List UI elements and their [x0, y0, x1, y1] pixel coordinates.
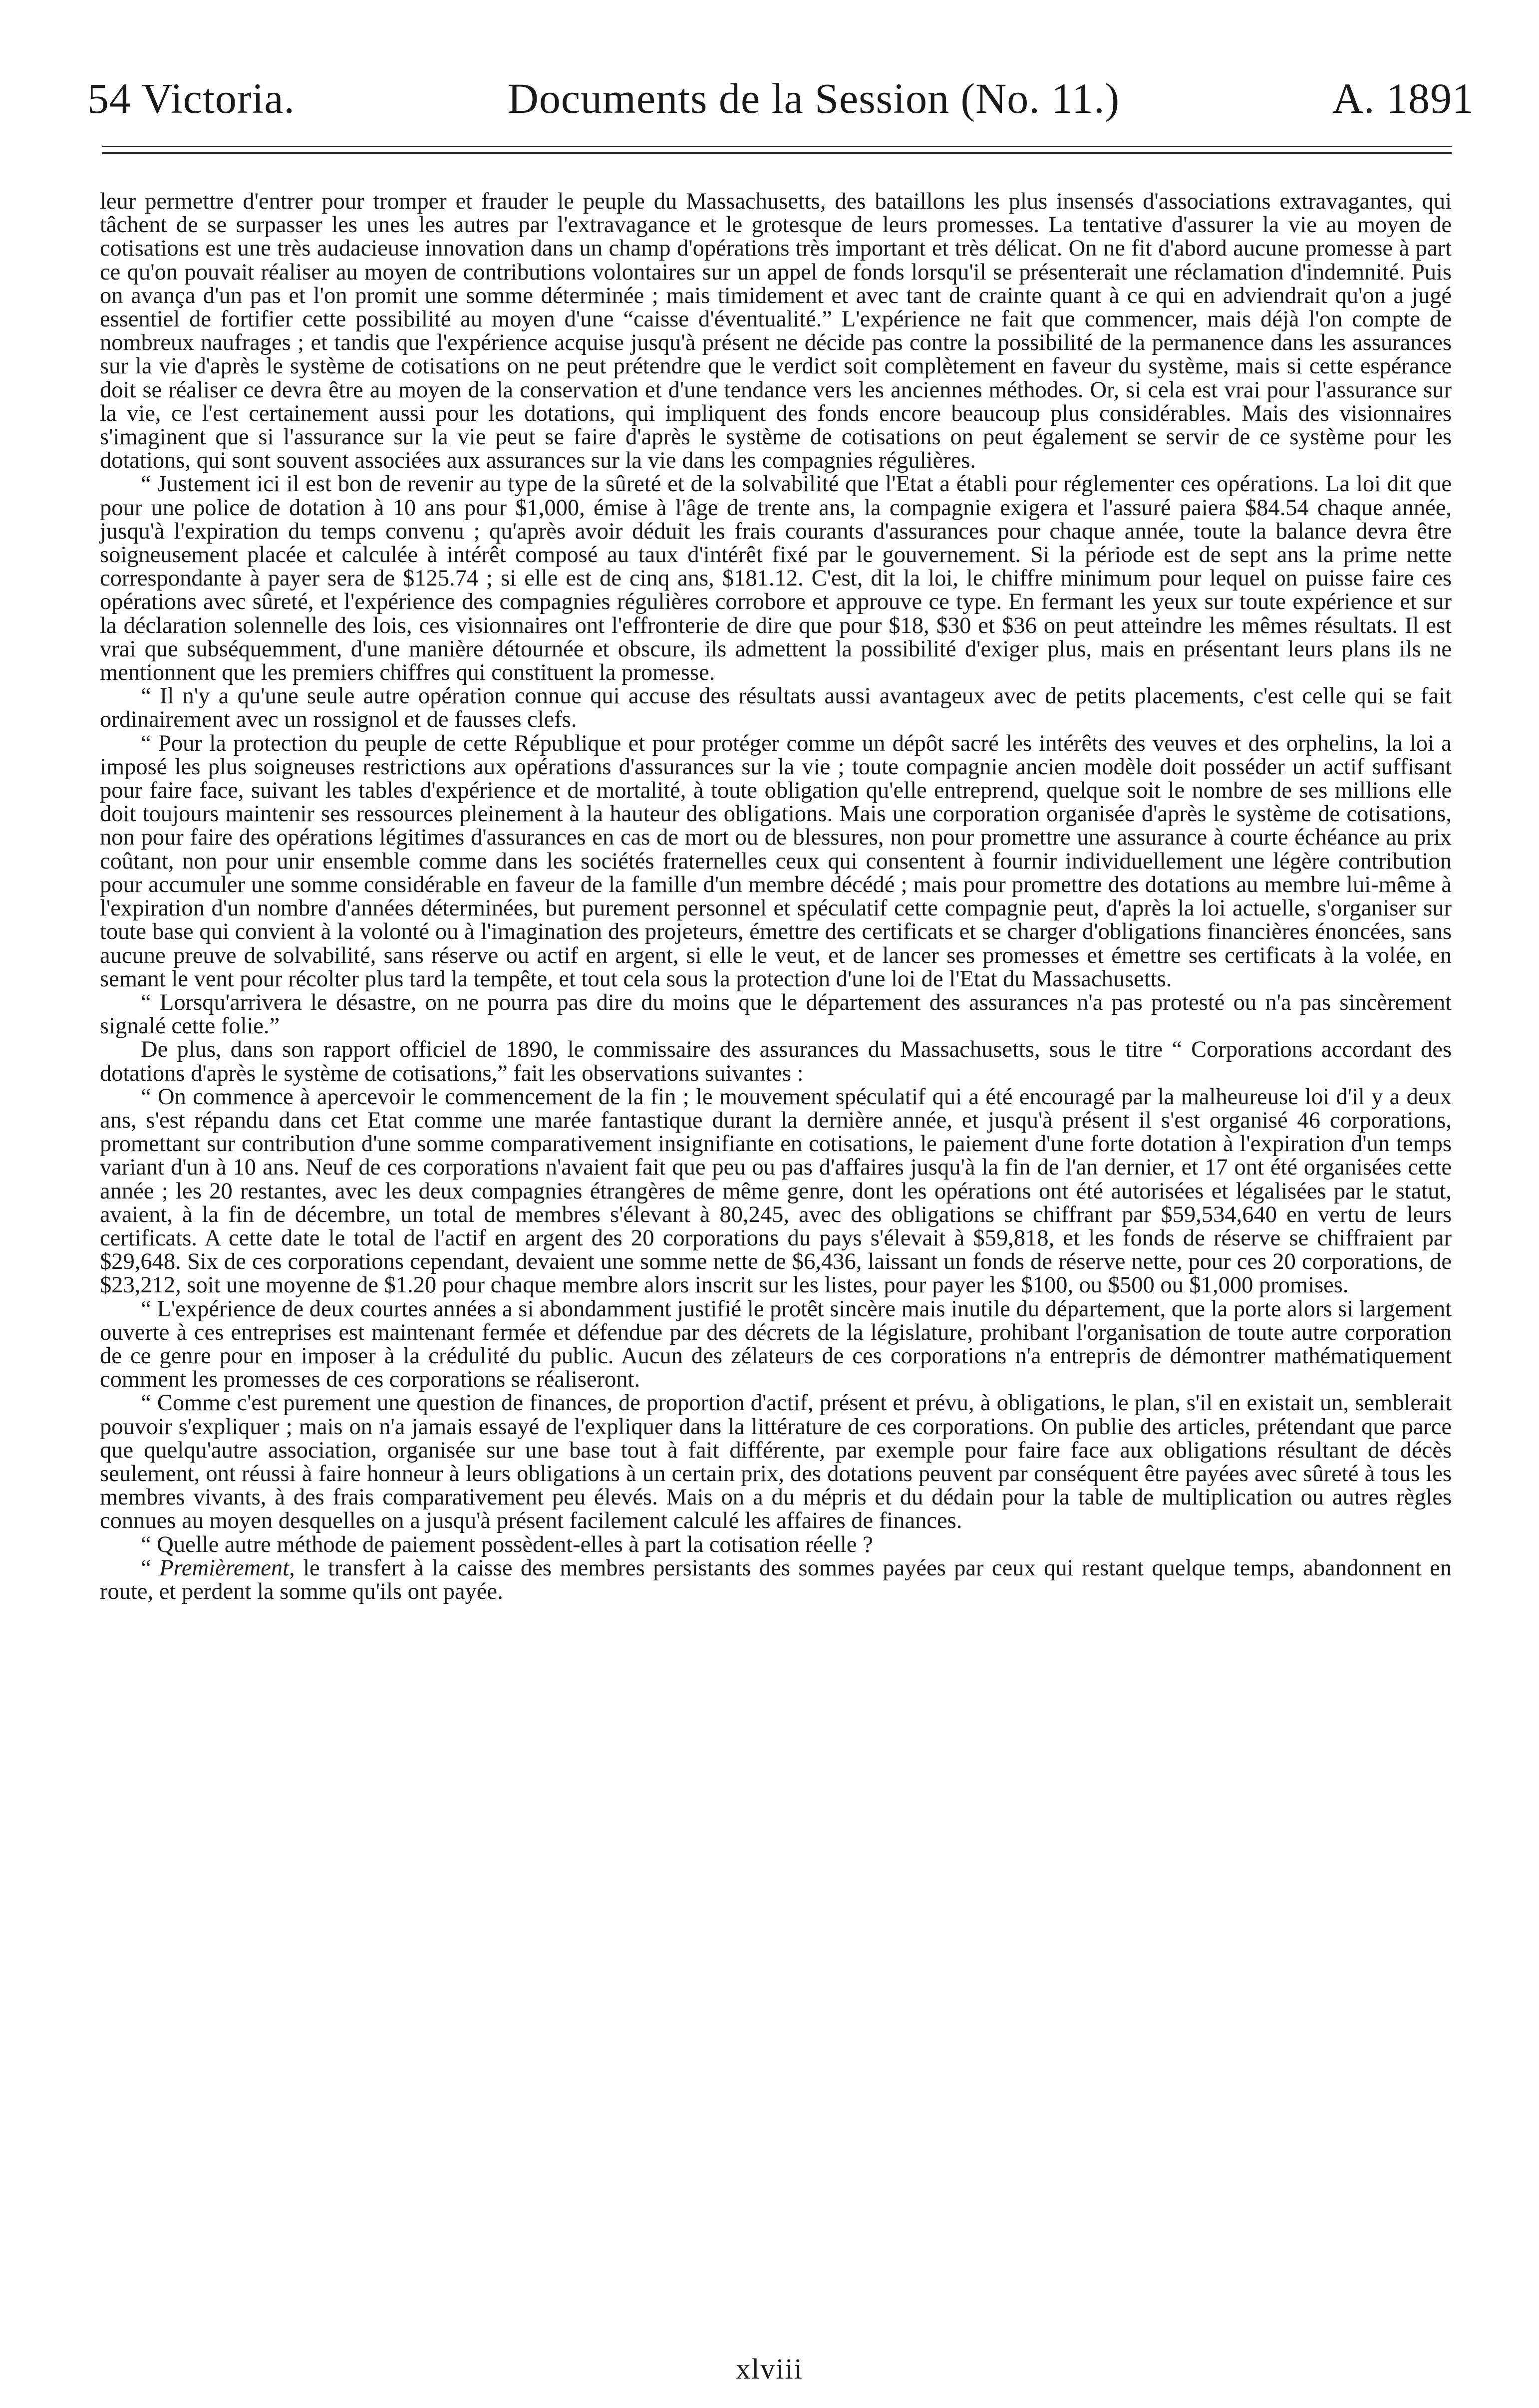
page-number: xlviii: [736, 2353, 803, 2385]
header-title: Documents de la Session (No. 11.): [507, 74, 1120, 122]
paragraph: “ Justement ici il est bon de revenir au type de la sûreté et de la solvabilité que l'Etat a établi pour réglementer ces opérations. La loi dit que pour une police de dotation à 10 ans pour $1,000, émise à l'âge de trente ans, la compagnie exigera et l'assuré paiera $84.54 chaque année, jusqu'à l'expiration du temps convenu ; qu'après avoir déduit les frais courants d'assurances pour chaque année, toute la balance devra être soigneusement placée et calculée à intérêt composé au taux d'intérêt fixé par le gouvernement. Si la période est de sept ans la prime nette correspondante à payer sera de $125.74 ; si elle est de cinq ans, $181.12. C'est, dit la loi, le chiffre minimum pour lequel on puisse faire ces opérations avec sûreté, et l'expérience des compagnies régulières corrobore et approuve ce type. En fermant les yeux sur toute expérience et sur la déclaration solennelle des lois, ces visionnaires ont l'effronterie de dire que pour $18, $30 et $36 on peut atteindre les mêmes résultats. Il est vrai que subséquemment, d'une manière détournée et obscure, ils admettent la possibilité d'exiger plus, mais en présentant leurs plans ils ne mentionnent que les premiers chiffres qui constituent la promesse.: [100, 471, 1452, 686]
header-rule-thin: [102, 146, 1452, 147]
paragraph-last: [100, 1556, 1452, 1603]
paragraph: leur permettre d'entrer pour tromper et frauder le peuple du Massachusetts, des bataillons les plus insensés d'associations extravagantes, qui tâchent de se surpasser les unes les autres par l'extravagance et le grotesque de leurs promesses. La tentative d'assurer la vie au moyen de cotisations est une très audacieuse innovation dans un champ d'opérations très important et très délicat. On ne fit d'abord aucune promesse à part ce qu'on pouvait réaliser au moyen de contributions volontaires sur un appel de fonds lorsqu'il se présenterait une réclamation d'indemnité. Puis on avança d'un pas et l'on promit une somme déterminée ; mais timidement et avec tant de crainte quant à ce qui en adviendrait qu'on a jugé essentiel de fortifier cette possibilité au moyen d'une “caisse d'éventualité.” L'expérience ne fait que commencer, mais déjà l'on compte de nombreux naufrages ; et tandis que l'expérience acquise jusqu'à présent ne décide pas contre la possibilité de la permanence dans les assurances sur la vie d'après le système de cotisations on ne peut prétendre que le verdict soit complètement en faveur du système, mais si cette espérance doit se réaliser ce devra être au moyen de la conservation et d'une tendance vers les anciennes méthodes. Or, si cela est vrai pour l'assurance sur la vie, ce l'est certainement aussi pour les dotations, qui impliquent des fonds encore beaucoup plus considérables. Mais des visionnaires s'imaginent que si l'assurance sur la vie peut se faire d'après le système de cotisations on peut également se servir de ce système pour les dotations, qui sont souvent associées aux assurances sur la vie dans les compagnies régulières.: [100, 189, 1452, 474]
open-quote: “: [141, 1555, 160, 1581]
paragraph: “ Pour la protection du peuple de cette République et pour protéger comme un dépôt sacré les intérêts des veuves et des orphelins, la loi a imposé les plus soigneuses restrictions aux opérations d'assurances sur la vie ; toute compagnie ancien modèle doit posséder un actif suffisant pour faire face, suivant les tables d'expérience et de mortalité, à toute obligation qu'elle entreprend, quelque soit le nombre de ses millions elle doit toujours maintenir ses ressources pleinement à la hauteur des obligations. Mais une corporation organisée d'après le système de cotisations, non pour faire des opérations légitimes d'assurances en cas de mort ou de blessures, non pour promettre une assurance à courte échéance au prix coûtant, non pour unir ensemble comme dans les sociétés fraternelles ceux qui consentent à fournir individuellement une légère contribution pour accumuler une somme considérable en faveur de la famille d'un membre décédé ; mais pour promettre des dotations au membre lui-même à l'expiration d'un nombre d'années déterminées, but purement personnel et spéculatif cette compagnie peut, d'après la loi actuelle, s'organiser sur toute base qui convient à la volonté ou à l'imagination des projeteurs, émettre des certificats et se charger d'obligations financières énoncées, sans aucune preuve de solvabilité, sans réserve ou actif en argent, si elle le veut, et de lancer ses promesses et émettre ses certificats à la volée, en semant le vent pour récolter plus tard la tempête, et tout cela sous la protection d'une loi de l'Etat du Massachusetts.: [100, 730, 1452, 992]
header-rule-thick: [102, 152, 1452, 154]
paragraph: “ Quelle autre méthode de paiement possèdent-elles à part la cotisation réelle ?: [141, 1531, 873, 1557]
paragraph: “ L'expérience de deux courtes années a si abondamment justifié le protêt sincère mais inutile du département, que la porte alors si largement ouverte à ces entreprises est maintenant fermée et défendue par des décrets de la législature, prohibant l'organisation de toute autre corporation de ce genre pour en imposer à la crédulité du public. Aucun des zélateurs de ces corporations n'a entrepris de démontrer mathématiquement comment les promesses de ces corporations se réaliseront.: [100, 1296, 1452, 1393]
body-text: [100, 190, 1452, 1603]
paragraph: De plus, dans son rapport officiel de 1890, le commissaire des assurances du Massachusetts, sous le titre “ Corporations accordant des dotations d'après le système de cotisations,” fait les observations suivantes :: [100, 1037, 1452, 1086]
paragraph: “ Il n'y a qu'une seule autre opération connue qui accuse des résultats aussi avantageux avec de petits placements, c'est celle qui se fait ordinairement avec un rossignol et de fausses clefs.: [100, 683, 1452, 733]
emphasis-word: Premièrement,: [159, 1555, 295, 1581]
running-header: [87, 60, 1474, 120]
paragraph: “ Lorsqu'arrivera le désastre, on ne pourra pas dire du moins que le département des assurances n'a pas protesté ou n'a pas sincèrement signalé cette folie.”: [100, 989, 1452, 1039]
paragraph-rest: le transfert à la caisse des membres persistants des sommes payées par ceux qui restant quelque temps, abandonnent en route, et perdent la somme qu'ils ont payée.: [100, 1555, 1452, 1604]
paragraph: “ On commence à apercevoir le commencement de la fin ; le mouvement spéculatif qui a été encouragé par la malheureuse loi d'il y a deux ans, s'est répandu dans cet Etat comme une marée fantastique durant la dernière année, et jusqu'à présent il s'est organisé 46 corporations, promettant sur contribution d'une somme comparativement insignifiante en cotisations, le paiement d'une forte dotation à l'expiration d'un temps variant d'un à 10 ans. Neuf de ces corporations n'avaient fait que peu ou pas d'affaires jusqu'à la fin de l'an dernier, et 17 ont été organisées cette année ; les 20 restantes, avec les deux compagnies étrangères de même genre, dont les opérations ont été autorisées et légalisées par le statut, avaient, à la fin de décembre, un total de membres s'élevant à 80,245, avec des obligations se chiffrant par $59,534,640 en vertu de leurs certificats. A cette date le total de l'actif en argent des 20 corporations du pays s'élevait à $59,818, et les fonds de réserve se chiffraient par $29,648. Six de ces corporations cependant, devaient une somme nette de $6,436, laissant un fonds de réserve nette, pour ces 20 corporations, de $23,212, soit une moyenne de $1.20 pour chaque membre alors inscrit sur les listes, pour payer les $100, ou $500 ou $1,000 promises.: [100, 1084, 1452, 1298]
header-volume: 54 Victoria.: [87, 74, 296, 122]
paragraph: “ Comme c'est purement une question de finances, de proportion d'actif, présent et prévu, à obligations, le plan, s'il en existait un, semblerait pouvoir s'expliquer ; mais on n'a jamais essayé de l'expliquer dans la littérature de ces corporations. On publie des articles, prétendant que parce que quelqu'autre association, organisée sur une base tout à fait différente, par exemple pour faire face aux obligations résultant de décès seulement, ont réussi à faire honneur à leurs obligations à un certain prix, des dotations peuvent par conséquent être payées avec sûreté à tous les membres vivants, à des frais comparativement peu élevés. Mais on a du mépris et du dédain pour la table de multiplication ou autres règles connues au moyen desquelles on a jusqu'à présent facilement calculé les affaires de finances.: [100, 1390, 1452, 1534]
header-year: A. 1891: [1332, 74, 1474, 122]
